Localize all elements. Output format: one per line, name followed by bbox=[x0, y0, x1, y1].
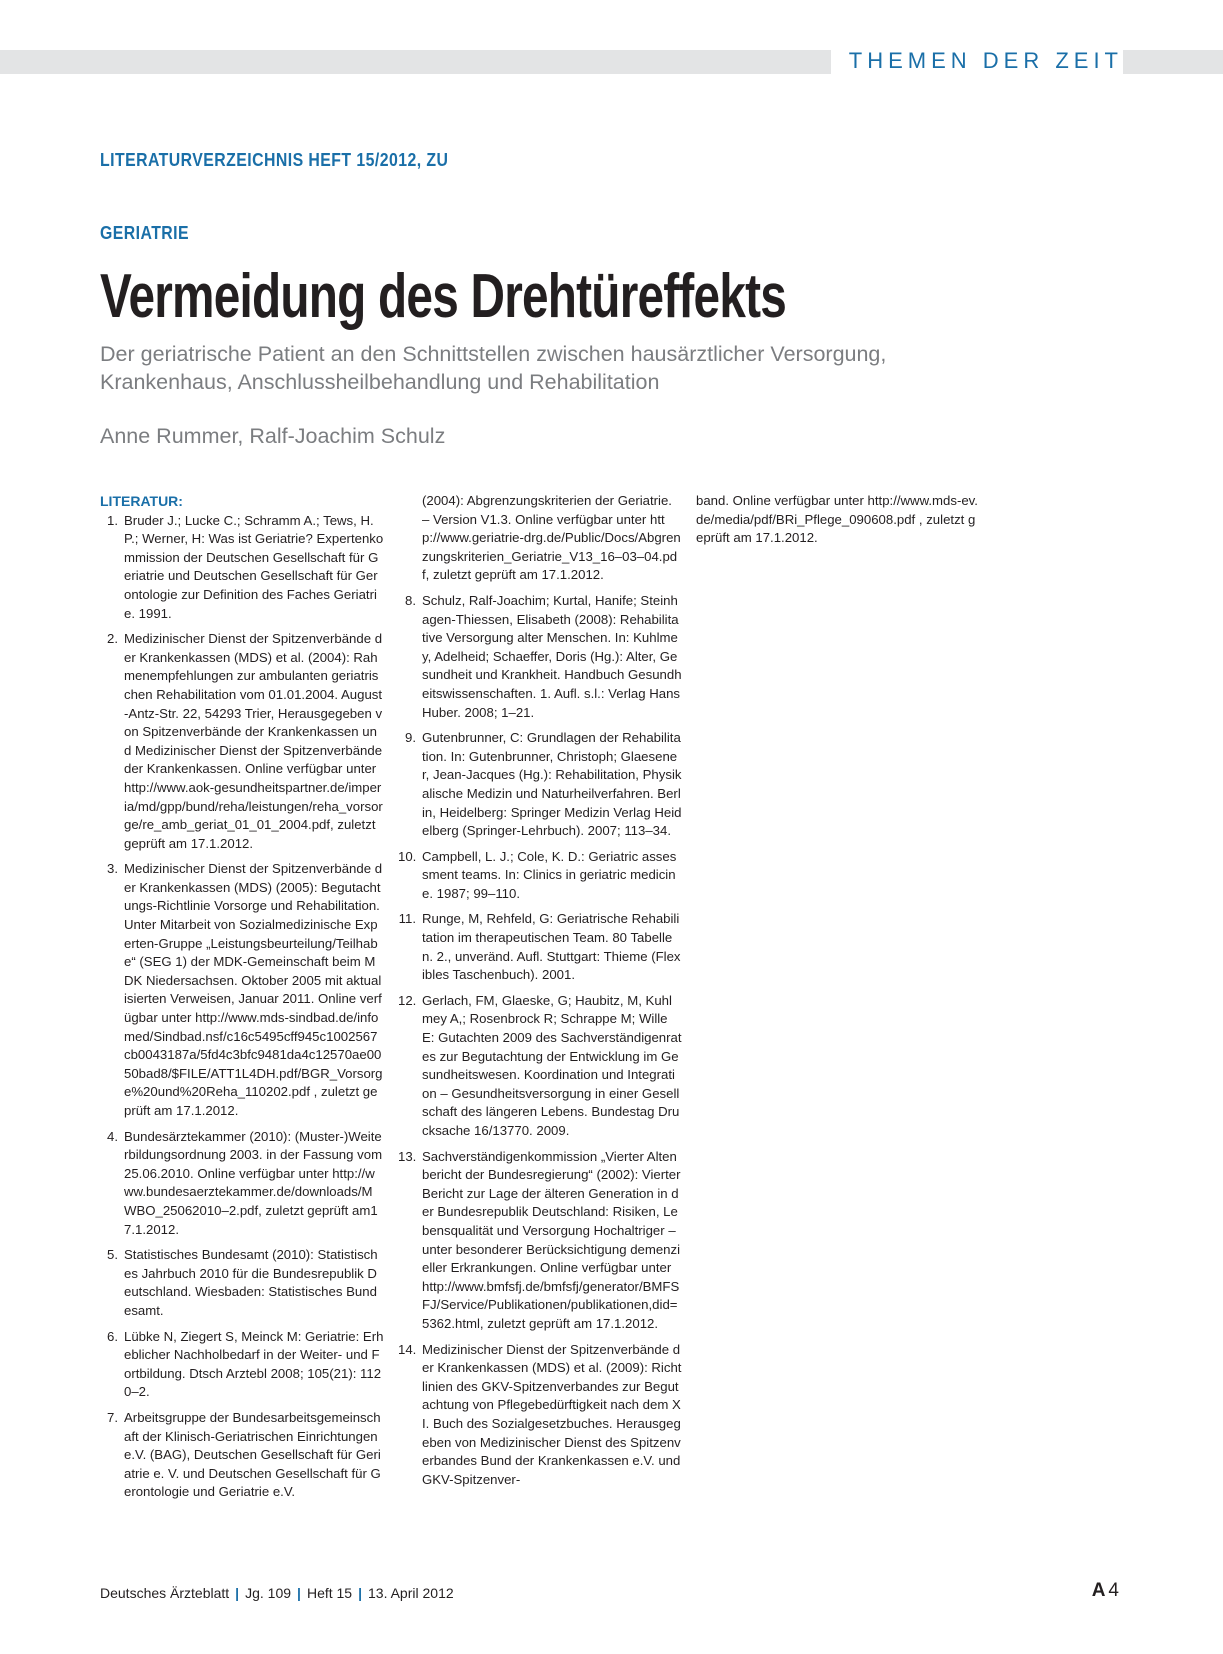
references-column-3 bbox=[696, 492, 980, 548]
reference-number: 6. bbox=[107, 1328, 118, 1344]
reference-list bbox=[100, 512, 384, 1502]
separator: | bbox=[235, 1585, 240, 1601]
literature-heading: LITERATUR: bbox=[100, 493, 183, 509]
reference-text: Medizinischer Dienst der Spitzenverbände der Krankenkassen (MDS) et al. (2009): Richtlinien des GKV-Spitzenverbandes zur Begutachtung von Pflegebedürftigkeit nach dem XI. Buch des Sozialgesetzbuches. Herausgegeben von Medizinischer Dienst des Spitzenverbandes Bund der Krankenkassen e.V. und GKV-Spitzenver- bbox=[422, 1341, 682, 1487]
reference-list bbox=[398, 592, 682, 1489]
reference-item bbox=[100, 1409, 384, 1502]
separator: | bbox=[297, 1585, 301, 1601]
footer bbox=[100, 1585, 454, 1601]
reference-item bbox=[398, 992, 682, 1141]
kicker: GERIATRIE bbox=[100, 223, 190, 243]
separator: | bbox=[358, 1585, 363, 1601]
reference-text: Lübke N, Ziegert S, Meinck M: Geriatrie: Erheblicher Nachholbedarf in der Weiter- und Fortbildung. Dtsch Arztebl 2008; 105(21): 1120–2. bbox=[124, 1328, 384, 1400]
reference-item bbox=[398, 910, 682, 984]
page-prefix: A bbox=[1091, 1580, 1106, 1601]
reference-continuation: (2004): Abgrenzungskriterien der Geriatrie. – Version V1.3. Online verfügbar unter http://www.geriatrie-drg.de/Public/Docs/Abgrenzungskriterien_Geriatrie_V13_16–03–04.pdf, zuletzt geprüft am 17.1.2012. bbox=[422, 493, 681, 583]
issue-date: 13. April 2012 bbox=[368, 1585, 454, 1601]
reference-text: Medizinischer Dienst der Spitzenverbände der Krankenkassen (MDS) et al. (2004): Rahmenempfehlungen zur ambulanten geriatrischen Rehabilitation vom 01.01.2004. August-Antz-Str. 22, 54293 Trier, Herausgegeben von Spitzenverbände der Krankenkassen und Medizinischer Dienst der Spitzenverbände der Krankenkassen. Online verfügbar unter http://www.aok-gesundheitspartner.de/imperia/md/gpp/bund/reha/leistungen/reha_vorsorge/re_amb_geriat_01_01_2004.pdf, zuletzt geprüft am 17.1.2012. bbox=[124, 631, 383, 851]
reference-number: 7. bbox=[107, 1409, 118, 1425]
journal-name: Deutsches Ärzteblatt bbox=[100, 1585, 230, 1601]
section-label: THEMEN DER ZEIT bbox=[831, 47, 1123, 75]
reference-text: Statistisches Bundesamt (2010): Statistisches Jahrbuch 2010 für die Bundesrepublik Deutschland. Wiesbaden: Statistisches Bundesamt. bbox=[124, 1247, 378, 1318]
reference-number: 9. bbox=[405, 730, 416, 746]
reference-number: 10. bbox=[398, 848, 417, 864]
reference-text: Bruder J.; Lucke C.; Schramm A.; Tews, H. P.; Werner, H: Was ist Geriatrie? Expertenkommission der Deutschen Gesellschaft für Geriatrie und Deutschen Gesellschaft für Gerontologie zur Definition des Faches Geriatrie. 1991. bbox=[124, 512, 384, 621]
article-subtitle: Der geriatrische Patient an den Schnittstellen zwischen hausärztlicher Versorgung, Krankenhaus, Anschlussheilbehandlung und Rehabilitation bbox=[100, 342, 887, 394]
issue: Heft 15 bbox=[306, 1585, 353, 1601]
reference-text: Gerlach, FM, Glaeske, G; Haubitz, M, Kuhlmey A,; Rosenbrock R; Schrappe M; Wille E: Gutachten 2009 des Sachverständigenrates zur Begutachtung der Entwicklung im Gesundheitswesen. Koordination und Integration – Gesundheitsversorgung in einer Gesellschaft des längeren Lebens. Bundestag Drucksache 16/13770. 2009. bbox=[422, 992, 682, 1138]
reference-item bbox=[100, 1128, 384, 1240]
reference-text: Sachverständigenkommission „Vierter Altenbericht der Bundesregierung“ (2002): Vierter Bericht zur Lage der älteren Generation in der Bundesrepublik Deutschland: Risiken, Lebensqualität und Versorgung Hochaltriger – unter besonderer Berücksichtigung demenzieller Erkrankungen. Online verfügbar unter http://www.bmfsfj.de/bmfsfj/generator/BMFSFJ/Service/Publikationen/publikationen,did=5362.html, zuletzt geprüft am 17.1.2012. bbox=[422, 1148, 681, 1331]
reference-number: 8. bbox=[405, 592, 416, 608]
page-number-value: 4 bbox=[1108, 1580, 1119, 1601]
reference-text: Schulz, Ralf-Joachim; Kurtal, Hanife; Steinhagen-Thiessen, Elisabeth (2008): Rehabilitative Versorgung alter Menschen. In: Kuhlmey, Adelheid; Schaeffer, Doris (Hg.): Alter, Gesundheit und Krankheit. Handbuch Gesundheitswissenschaften. 1. Aufl. s.l.: Verlag Hans Huber. 2008; 1–21. bbox=[422, 592, 682, 720]
reference-text: Campbell, L. J.; Cole, K. D.: Geriatric assessment teams. In: Clinics in geriatric medicine. 1987; 99–110. bbox=[422, 848, 677, 901]
reference-item bbox=[398, 729, 682, 841]
reference-number: 1. bbox=[107, 512, 118, 528]
reference-number: 5. bbox=[107, 1247, 118, 1263]
reference-item bbox=[100, 1328, 384, 1402]
reference-item bbox=[398, 592, 682, 722]
reference-text: Gutenbrunner, C: Grundlagen der Rehabilitation. In: Gutenbrunner, Christoph; Glaesener, Jean-Jacques (Hg.): Rehabilitation, Physikalische Medizin und Naturheilverfahren. Berlin, Heidelberg: Springer Medizin Verlag Heidelberg (Springer-Lehrbuch). 2007; 113–34. bbox=[422, 730, 682, 839]
authors: Anne Rummer, Ralf-Joachim Schulz bbox=[100, 424, 446, 448]
reference-number: 2. bbox=[107, 631, 118, 647]
references-column-1 bbox=[100, 492, 384, 1509]
reference-item bbox=[100, 1246, 384, 1320]
reference-number: 11. bbox=[398, 911, 416, 927]
reference-item bbox=[100, 630, 384, 853]
page-number bbox=[1092, 1580, 1119, 1602]
reference-item bbox=[398, 848, 682, 904]
reference-item bbox=[398, 1341, 682, 1490]
reference-number: 13. bbox=[398, 1148, 417, 1164]
volume: Jg. 109 bbox=[245, 1585, 292, 1601]
reference-continuation: band. Online verfügbar unter http://www.mds-ev.de/media/pdf/BRi_Pflege_090608.pdf , zuletzt geprüft am 17.1.2012. bbox=[696, 493, 978, 546]
reference-item bbox=[100, 860, 384, 1120]
article-title: Vermeidung des Drehtüreffekts bbox=[100, 262, 787, 331]
reference-text: Runge, M, Rehfeld, G: Geriatrische Rehabilitation im therapeutischen Team. 80 Tabellen. 2., unveränd. Aufl. Stuttgart: Thieme (Flexibles Taschenbuch). 2001. bbox=[422, 911, 681, 983]
reference-text: Bundesärztekammer (2010): (Muster-)Weiterbildungsordnung 2003. in der Fassung vom 25.06.2010. Online verfügbar unter http://www.bundesaerztekammer.de/downloads/MWBO_25062010–2.pdf, zuletzt geprüft am17.1.2012. bbox=[124, 1128, 383, 1237]
reference-number: 4. bbox=[107, 1128, 118, 1144]
reference-number: 12. bbox=[398, 992, 417, 1008]
reference-text: Medizinischer Dienst der Spitzenverbände der Krankenkassen (MDS) (2005): Begutachtungs-Richtlinie Vorsorge und Rehabilitation. Unter Mitarbeit von Sozialmedizinische Experten-Gruppe „Leistungsbeurteilung/Teilhabe“ (SEG 1) der MDK-Gemeinschaft beim MDK Niedersachsen. Oktober 2005 mit aktualisierten Verweisen, Januar 2011. Online verfügbar unter http://www.mds-sindbad.de/infomed/Sindbad.nsf/c16c5495cff945c1002567cb0043187a/5fd4c3bfc9481da4c12570ae0050bad8/$FILE/ATT1L4DH.pdf/BGR_Vorsorge%20und%20Reha_110202.pdf , zuletzt geprüft am 17.1.2012. bbox=[124, 861, 383, 1118]
reference-number: 14. bbox=[398, 1341, 417, 1357]
overline: LITERATURVERZEICHNIS HEFT 15/2012, ZU bbox=[100, 150, 449, 170]
reference-item bbox=[398, 1148, 682, 1334]
reference-text: Arbeitsgruppe der Bundesarbeitsgemeinschaft der Klinisch-Geriatrischen Einrichtungen e.V. (BAG), Deutschen Gesellschaft für Geriatrie e. V. und Deutschen Gesellschaft für Gerontologie und Geriatrie e.V. bbox=[124, 1409, 381, 1500]
reference-number: 3. bbox=[107, 861, 118, 877]
reference-item bbox=[100, 512, 384, 624]
references-column-2 bbox=[398, 492, 682, 1496]
